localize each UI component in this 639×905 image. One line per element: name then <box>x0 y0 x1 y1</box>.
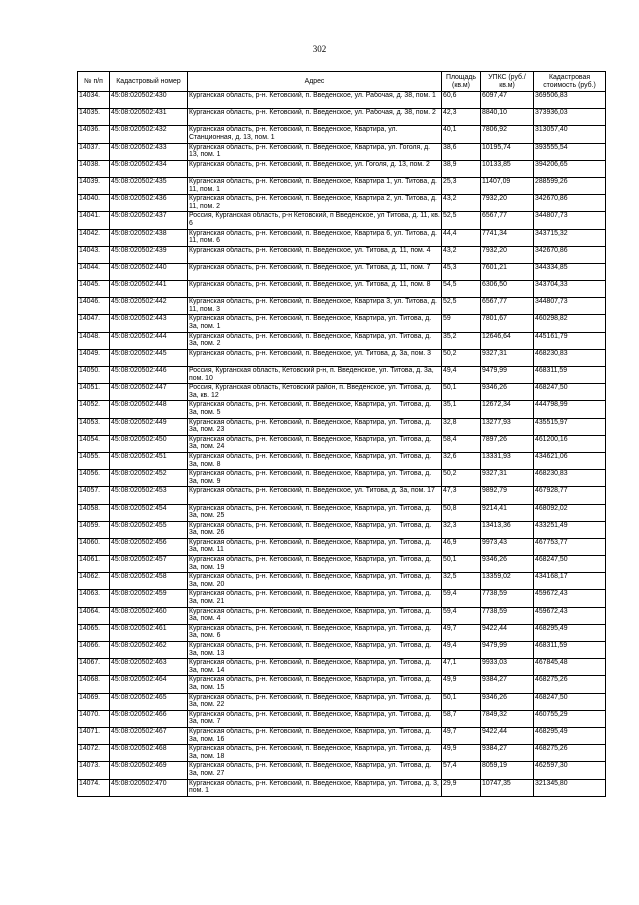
cell-row-number: 14041. <box>78 212 110 229</box>
cell-cadastral-value: 373936,03 <box>534 109 606 126</box>
cell-upks: 8059,19 <box>481 762 534 779</box>
cell-row-number: 14066. <box>78 642 110 659</box>
cell-upks: 7601,21 <box>481 263 534 280</box>
cell-upks: 7897,26 <box>481 435 534 452</box>
cell-row-number: 14043. <box>78 246 110 263</box>
table-row <box>78 298 606 315</box>
cell-address: Курганская область, р-н. Кетовский, п. Введенское, Квартира, ул. Титова, д. 3а, пом. 15 <box>188 676 442 693</box>
cell-row-number: 14036. <box>78 126 110 143</box>
cell-area: 50,2 <box>442 349 481 366</box>
cell-row-number: 14067. <box>78 659 110 676</box>
header-row-number: № п/п <box>78 72 110 92</box>
cell-upks: 9933,03 <box>481 659 534 676</box>
cell-row-number: 14051. <box>78 384 110 401</box>
cell-cadastral-value: 468230,83 <box>534 470 606 487</box>
cell-address: Курганская область, р-н. Кетовский, п. Введенское, ул. Титова, д. 3а, пом. 3 <box>188 349 442 366</box>
cell-address: Курганская область, р-н. Кетовский, п. Введенское, Квартира, ул. Титова, д. 3а, пом. 26 <box>188 521 442 538</box>
cell-cadastral-value: 468275,26 <box>534 676 606 693</box>
cell-area: 60,6 <box>442 92 481 109</box>
cell-area: 38,9 <box>442 160 481 177</box>
cell-cadastral-number: 45:08:020502:451 <box>110 452 188 469</box>
cell-cadastral-number: 45:08:020502:445 <box>110 349 188 366</box>
cell-address: Курганская область, р-н. Кетовский, п. Введенское, Квартира, ул. Титова, д. 3а, пом. 14 <box>188 659 442 676</box>
cell-address: Курганская область, р-н. Кетовский, п. Введенское, ул. Рабочая, д. 38, пом. 2 <box>188 109 442 126</box>
table-row <box>78 332 606 349</box>
cell-cadastral-number: 45:08:020502:453 <box>110 487 188 504</box>
cell-cadastral-number: 45:08:020502:437 <box>110 212 188 229</box>
cell-area: 49,4 <box>442 642 481 659</box>
cell-area: 52,5 <box>442 298 481 315</box>
cell-area: 43,2 <box>442 246 481 263</box>
table-row <box>78 401 606 418</box>
table-row <box>78 109 606 126</box>
cell-upks: 9479,99 <box>481 367 534 384</box>
cell-upks: 10133,85 <box>481 160 534 177</box>
table-row <box>78 418 606 435</box>
cell-area: 35,1 <box>442 401 481 418</box>
cell-cadastral-value: 393555,54 <box>534 143 606 160</box>
cell-upks: 7806,92 <box>481 126 534 143</box>
cell-address: Курганская область, р-н. Кетовский, п. Введенское, Квартира, ул. Титова, д. 3а, пом. 20 <box>188 573 442 590</box>
cell-upks: 13413,36 <box>481 521 534 538</box>
cell-row-number: 14037. <box>78 143 110 160</box>
cell-cadastral-number: 45:08:020502:452 <box>110 470 188 487</box>
cell-cadastral-number: 45:08:020502:469 <box>110 762 188 779</box>
cell-upks: 7741,34 <box>481 229 534 246</box>
cell-cadastral-value: 444798,99 <box>534 401 606 418</box>
cell-cadastral-value: 434621,06 <box>534 452 606 469</box>
cell-row-number: 14040. <box>78 195 110 212</box>
cell-area: 38,6 <box>442 143 481 160</box>
cell-cadastral-value: 467845,48 <box>534 659 606 676</box>
cell-cadastral-number: 45:08:020502:440 <box>110 263 188 280</box>
table-row <box>78 573 606 590</box>
cell-area: 45,3 <box>442 263 481 280</box>
cell-address: Курганская область, р-н. Кетовский, п. Введенское, Квартира 1, ул. Титова, д. 11, пом. 1 <box>188 177 442 194</box>
cell-area: 44,4 <box>442 229 481 246</box>
cell-address: Курганская область, р-н. Кетовский, п. Введенское, Квартира, ул. Гоголя, д. 13, пом. 1 <box>188 143 442 160</box>
cell-upks: 9327,31 <box>481 470 534 487</box>
cell-cadastral-value: 468092,02 <box>534 504 606 521</box>
cell-upks: 9892,79 <box>481 487 534 504</box>
cell-address: Курганская область, р-н. Кетовский, п. Введенское, Квартира, ул. Титова, д. 3а, пом. 11 <box>188 538 442 555</box>
cell-row-number: 14074. <box>78 779 110 796</box>
cell-row-number: 14058. <box>78 504 110 521</box>
table-row <box>78 538 606 555</box>
cell-row-number: 14069. <box>78 693 110 710</box>
cell-cadastral-number: 45:08:020502:460 <box>110 607 188 624</box>
cell-area: 43,2 <box>442 195 481 212</box>
cell-upks: 12672,34 <box>481 401 534 418</box>
cell-cadastral-number: 45:08:020502:448 <box>110 401 188 418</box>
table-row <box>78 556 606 573</box>
table-row <box>78 212 606 229</box>
cell-area: 59,4 <box>442 590 481 607</box>
table-row <box>78 263 606 280</box>
table-row <box>78 470 606 487</box>
header-cadastral-number: Кадастровый номер <box>110 72 188 92</box>
table-row <box>78 607 606 624</box>
cell-row-number: 14071. <box>78 727 110 744</box>
cell-cadastral-number: 45:08:020502:432 <box>110 126 188 143</box>
cell-row-number: 14062. <box>78 573 110 590</box>
cell-upks: 13359,02 <box>481 573 534 590</box>
cell-upks: 9327,31 <box>481 349 534 366</box>
table-row <box>78 624 606 641</box>
cell-area: 49,9 <box>442 676 481 693</box>
cell-address: Курганская область, р-н. Кетовский, п. Введенское, ул. Титова, д. 11, пом. 7 <box>188 263 442 280</box>
cell-cadastral-number: 45:08:020502:430 <box>110 92 188 109</box>
cell-cadastral-number: 45:08:020502:464 <box>110 676 188 693</box>
cell-row-number: 14054. <box>78 435 110 452</box>
cell-row-number: 14073. <box>78 762 110 779</box>
cell-cadastral-number: 45:08:020502:441 <box>110 281 188 298</box>
table-row <box>78 659 606 676</box>
cell-cadastral-value: 433251,49 <box>534 521 606 538</box>
table-body <box>78 92 606 797</box>
cell-area: 50,2 <box>442 470 481 487</box>
cell-area: 50,1 <box>442 384 481 401</box>
table-header-row <box>78 72 606 92</box>
cell-cadastral-value: 288599,26 <box>534 177 606 194</box>
table-row <box>78 745 606 762</box>
cell-address: Россия, Курганская область, р-н Кетовский, п Введенское, ул Титова, д. 11, кв. 6 <box>188 212 442 229</box>
cell-cadastral-number: 45:08:020502:435 <box>110 177 188 194</box>
cell-cadastral-number: 45:08:020502:470 <box>110 779 188 796</box>
cell-cadastral-value: 434168,17 <box>534 573 606 590</box>
cell-cadastral-value: 459672,43 <box>534 607 606 624</box>
cell-row-number: 14046. <box>78 298 110 315</box>
cell-cadastral-value: 460298,82 <box>534 315 606 332</box>
cell-cadastral-value: 342670,86 <box>534 195 606 212</box>
cell-cadastral-value: 468247,50 <box>534 693 606 710</box>
cell-cadastral-number: 45:08:020502:444 <box>110 332 188 349</box>
cell-row-number: 14050. <box>78 367 110 384</box>
cell-cadastral-number: 45:08:020502:456 <box>110 538 188 555</box>
cell-cadastral-number: 45:08:020502:468 <box>110 745 188 762</box>
cell-row-number: 14061. <box>78 556 110 573</box>
table-row <box>78 590 606 607</box>
cell-address: Курганская область, р-н. Кетовский, п. Введенское, ул. Рабочая, д. 38, пом. 1 <box>188 92 442 109</box>
cell-cadastral-number: 45:08:020502:447 <box>110 384 188 401</box>
cell-row-number: 14035. <box>78 109 110 126</box>
cell-row-number: 14065. <box>78 624 110 641</box>
cell-address: Курганская область, р-н. Кетовский, п. Введенское, Квартира, ул. Станционная, д. 13, пом. 1 <box>188 126 442 143</box>
cell-cadastral-number: 45:08:020502:450 <box>110 435 188 452</box>
cell-address: Курганская область, р-н. Кетовский, п. Введенское, Квартира, ул. Титова, д. 3а, пом. 25 <box>188 504 442 521</box>
cell-area: 47,3 <box>442 487 481 504</box>
table-row <box>78 246 606 263</box>
cell-address: Курганская область, р-н. Кетовский, п. Введенское, Квартира, ул. Титова, д. 3а, пом. 18 <box>188 745 442 762</box>
cell-address: Курганская область, р-н. Кетовский, п. Введенское, Квартира, ул. Титова, д. 3а, пом. 19 <box>188 556 442 573</box>
cell-area: 35,2 <box>442 332 481 349</box>
cell-upks: 7801,67 <box>481 315 534 332</box>
cell-address: Курганская область, р-н. Кетовский, п. Введенское, Квартира, ул. Титова, д. 3а, пом. 24 <box>188 435 442 452</box>
cell-row-number: 14070. <box>78 710 110 727</box>
cell-cadastral-value: 468247,50 <box>534 556 606 573</box>
cell-area: 58,7 <box>442 710 481 727</box>
cell-area: 58,4 <box>442 435 481 452</box>
cell-address: Курганская область, р-н. Кетовский, п. Введенское, ул. Гоголя, д. 13, пом. 2 <box>188 160 442 177</box>
cell-address: Курганская область, р-н. Кетовский, п. Введенское, Квартира, ул. Титова, д. 3а, пом. 9 <box>188 470 442 487</box>
cell-area: 49,7 <box>442 727 481 744</box>
cell-address: Курганская область, р-н. Кетовский, п. Введенское, Квартира, ул. Титова, д. 3а, пом. 1 <box>188 315 442 332</box>
cell-upks: 7738,59 <box>481 590 534 607</box>
cell-row-number: 14049. <box>78 349 110 366</box>
cell-row-number: 14042. <box>78 229 110 246</box>
cell-row-number: 14039. <box>78 177 110 194</box>
cell-area: 59 <box>442 315 481 332</box>
cell-row-number: 14052. <box>78 401 110 418</box>
cell-cadastral-value: 344807,73 <box>534 212 606 229</box>
cell-area: 46,9 <box>442 538 481 555</box>
cell-area: 59,4 <box>442 607 481 624</box>
cell-address: Курганская область, р-н. Кетовский, п. Введенское, Квартира, ул. Титова, д. 3а, пом. 22 <box>188 693 442 710</box>
cell-address: Курганская область, р-н. Кетовский, п. Введенское, Квартира, ул. Титова, д. 3а, пом. 8 <box>188 452 442 469</box>
cell-upks: 7932,20 <box>481 195 534 212</box>
page-number: 302 <box>312 44 327 54</box>
table-row <box>78 727 606 744</box>
cell-area: 52,5 <box>442 212 481 229</box>
cell-cadastral-value: 467753,77 <box>534 538 606 555</box>
cell-area: 57,4 <box>442 762 481 779</box>
cell-cadastral-value: 344807,73 <box>534 298 606 315</box>
cell-upks: 9422,44 <box>481 727 534 744</box>
cell-row-number: 14034. <box>78 92 110 109</box>
cell-row-number: 14038. <box>78 160 110 177</box>
cadastral-value-table <box>77 71 606 797</box>
cell-cadastral-number: 45:08:020502:455 <box>110 521 188 538</box>
cell-cadastral-number: 45:08:020502:439 <box>110 246 188 263</box>
cell-area: 49,7 <box>442 624 481 641</box>
cell-cadastral-value: 468311,59 <box>534 642 606 659</box>
cell-row-number: 14045. <box>78 281 110 298</box>
cell-address: Курганская область, р-н. Кетовский, п. Введенское, Квартира, ул. Титова, д. 3а, пом. 13 <box>188 642 442 659</box>
cell-cadastral-value: 445161,79 <box>534 332 606 349</box>
cell-cadastral-value: 435515,97 <box>534 418 606 435</box>
cell-upks: 7932,20 <box>481 246 534 263</box>
cell-cadastral-number: 45:08:020502:436 <box>110 195 188 212</box>
cell-upks: 9346,26 <box>481 384 534 401</box>
table-header <box>78 72 606 92</box>
cell-address: Курганская область, р-н. Кетовский, п. Введенское, Квартира, ул. Титова, д. 3а, пом. 5 <box>188 401 442 418</box>
cell-area: 50,1 <box>442 556 481 573</box>
cell-row-number: 14068. <box>78 676 110 693</box>
cell-row-number: 14060. <box>78 538 110 555</box>
cell-area: 49,4 <box>442 367 481 384</box>
table-row <box>78 177 606 194</box>
cell-upks: 6097,47 <box>481 92 534 109</box>
cell-row-number: 14072. <box>78 745 110 762</box>
cell-area: 25,3 <box>442 177 481 194</box>
cell-row-number: 14064. <box>78 607 110 624</box>
cell-address: Курганская область, р-н. Кетовский, п. Введенское, Квартира, ул. Титова, д. 3, пом. 1 <box>188 779 442 796</box>
table-row <box>78 504 606 521</box>
cell-upks: 6567,77 <box>481 212 534 229</box>
cell-cadastral-value: 468311,59 <box>534 367 606 384</box>
cell-upks: 9384,27 <box>481 745 534 762</box>
cell-upks: 7849,32 <box>481 710 534 727</box>
cell-area: 50,1 <box>442 693 481 710</box>
cell-cadastral-number: 45:08:020502:431 <box>110 109 188 126</box>
cell-upks: 9346,26 <box>481 693 534 710</box>
cell-address: Курганская область, р-н. Кетовский, п. Введенское, ул. Титова, д. 3а, пом. 17 <box>188 487 442 504</box>
cell-area: 32,8 <box>442 418 481 435</box>
cell-row-number: 14063. <box>78 590 110 607</box>
table-row <box>78 367 606 384</box>
cell-address: Курганская область, р-н. Кетовский, п. Введенское, ул. Титова, д. 11, пом. 4 <box>188 246 442 263</box>
cell-cadastral-number: 45:08:020502:458 <box>110 573 188 590</box>
cell-upks: 9346,26 <box>481 556 534 573</box>
cell-address: Россия, Курганская область, Кетовский район, п. Введенское, ул. Титова, д. 3а, кв. 12 <box>188 384 442 401</box>
cell-area: 47,1 <box>442 659 481 676</box>
cell-area: 32,6 <box>442 452 481 469</box>
header-upks: УПКС (руб./кв.м) <box>481 72 534 92</box>
cell-cadastral-value: 313057,40 <box>534 126 606 143</box>
table-row <box>78 229 606 246</box>
cell-address: Курганская область, р-н. Кетовский, п. Введенское, Квартира 2, ул. Титова, д. 11, пом. 2 <box>188 195 442 212</box>
table-row <box>78 435 606 452</box>
table-row <box>78 779 606 796</box>
cell-upks: 12646,64 <box>481 332 534 349</box>
cell-row-number: 14057. <box>78 487 110 504</box>
cell-cadastral-value: 468275,26 <box>534 745 606 762</box>
cell-cadastral-number: 45:08:020502:433 <box>110 143 188 160</box>
cell-upks: 9384,27 <box>481 676 534 693</box>
cell-cadastral-number: 45:08:020502:466 <box>110 710 188 727</box>
cell-cadastral-value: 461200,16 <box>534 435 606 452</box>
cell-upks: 6567,77 <box>481 298 534 315</box>
header-area: Площадь (кв.м) <box>442 72 481 92</box>
cell-cadastral-number: 45:08:020502:463 <box>110 659 188 676</box>
table-row <box>78 710 606 727</box>
cell-cadastral-value: 468295,49 <box>534 624 606 641</box>
cell-cadastral-value: 462597,30 <box>534 762 606 779</box>
table-row <box>78 315 606 332</box>
header-cadastral-value: Кадастровая стоимость (руб.) <box>534 72 606 92</box>
cell-cadastral-number: 45:08:020502:443 <box>110 315 188 332</box>
cell-cadastral-number: 45:08:020502:434 <box>110 160 188 177</box>
table-row <box>78 521 606 538</box>
cell-address: Курганская область, р-н. Кетовский, п. Введенское, Квартира, ул. Титова, д. 3а, пом. 2 <box>188 332 442 349</box>
cell-row-number: 14048. <box>78 332 110 349</box>
cell-cadastral-value: 343715,32 <box>534 229 606 246</box>
cell-upks: 10747,35 <box>481 779 534 796</box>
table-row <box>78 92 606 109</box>
cell-cadastral-number: 45:08:020502:465 <box>110 693 188 710</box>
cell-row-number: 14047. <box>78 315 110 332</box>
cell-cadastral-number: 45:08:020502:459 <box>110 590 188 607</box>
cell-address: Курганская область, р-н. Кетовский, п. Введенское, Квартира, ул. Титова, д. 3а, пом. 6 <box>188 624 442 641</box>
table-row <box>78 160 606 177</box>
cell-cadastral-value: 344334,85 <box>534 263 606 280</box>
cell-cadastral-value: 460755,29 <box>534 710 606 727</box>
table-row <box>78 281 606 298</box>
cell-cadastral-value: 459672,43 <box>534 590 606 607</box>
cell-row-number: 14053. <box>78 418 110 435</box>
cell-row-number: 14044. <box>78 263 110 280</box>
cell-area: 40,1 <box>442 126 481 143</box>
cell-address: Курганская область, р-н. Кетовский, п. Введенское, Квартира 6, ул. Титова, д. 11, пом. 6 <box>188 229 442 246</box>
table-row <box>78 452 606 469</box>
cell-cadastral-number: 45:08:020502:438 <box>110 229 188 246</box>
cell-cadastral-number: 45:08:020502:462 <box>110 642 188 659</box>
cell-area: 29,9 <box>442 779 481 796</box>
cell-upks: 9973,43 <box>481 538 534 555</box>
table-row <box>78 642 606 659</box>
table-row <box>78 762 606 779</box>
cell-address: Курганская область, р-н. Кетовский, п. Введенское, Квартира, ул. Титова, д. 3а, пом. 27 <box>188 762 442 779</box>
cell-address: Россия, Курганская область, Кетовский р-н, п. Введенское, ул. Титова, д. 3а, пом. 10 <box>188 367 442 384</box>
cell-row-number: 14056. <box>78 470 110 487</box>
table-row <box>78 143 606 160</box>
table-row <box>78 349 606 366</box>
cell-cadastral-number: 45:08:020502:461 <box>110 624 188 641</box>
cell-area: 32,5 <box>442 573 481 590</box>
cell-upks: 9422,44 <box>481 624 534 641</box>
table-row <box>78 126 606 143</box>
cell-upks: 13277,93 <box>481 418 534 435</box>
cell-address: Курганская область, р-н. Кетовский, п. Введенское, Квартира, ул. Титова, д. 3а, пом. 16 <box>188 727 442 744</box>
cell-cadastral-value: 467928,77 <box>534 487 606 504</box>
cell-cadastral-number: 45:08:020502:446 <box>110 367 188 384</box>
cell-upks: 9479,99 <box>481 642 534 659</box>
cell-area: 42,3 <box>442 109 481 126</box>
cell-cadastral-number: 45:08:020502:454 <box>110 504 188 521</box>
cell-cadastral-value: 468230,83 <box>534 349 606 366</box>
table-row <box>78 693 606 710</box>
cell-cadastral-number: 45:08:020502:457 <box>110 556 188 573</box>
cell-area: 49,9 <box>442 745 481 762</box>
cell-cadastral-number: 45:08:020502:442 <box>110 298 188 315</box>
cell-cadastral-value: 321345,80 <box>534 779 606 796</box>
cell-address: Курганская область, р-н. Кетовский, п. Введенское, Квартира, ул. Титова, д. 3а, пом. 23 <box>188 418 442 435</box>
cell-row-number: 14055. <box>78 452 110 469</box>
cell-upks: 13331,93 <box>481 452 534 469</box>
cell-upks: 6306,50 <box>481 281 534 298</box>
table-row <box>78 384 606 401</box>
cell-address: Курганская область, р-н. Кетовский, п. Введенское, ул. Титова, д. 11, пом. 8 <box>188 281 442 298</box>
table-row <box>78 487 606 504</box>
cell-row-number: 14059. <box>78 521 110 538</box>
cell-upks: 11407,09 <box>481 177 534 194</box>
table-row <box>78 676 606 693</box>
cell-cadastral-value: 468295,49 <box>534 727 606 744</box>
cell-area: 50,8 <box>442 504 481 521</box>
cell-address: Курганская область, р-н. Кетовский, п. Введенское, Квартира, ул. Титова, д. 3а, пом. 21 <box>188 590 442 607</box>
cell-cadastral-number: 45:08:020502:467 <box>110 727 188 744</box>
cell-address: Курганская область, р-н. Кетовский, п. Введенское, Квартира, ул. Титова, д. 3а, пом. 7 <box>188 710 442 727</box>
cell-upks: 8840,10 <box>481 109 534 126</box>
cell-upks: 9214,41 <box>481 504 534 521</box>
cell-area: 54,5 <box>442 281 481 298</box>
cell-address: Курганская область, р-н. Кетовский, п. Введенское, Квартира, ул. Титова, д. 3а, пом. 4 <box>188 607 442 624</box>
cell-upks: 10195,74 <box>481 143 534 160</box>
cell-cadastral-number: 45:08:020502:449 <box>110 418 188 435</box>
cell-cadastral-value: 342670,86 <box>534 246 606 263</box>
cell-cadastral-value: 394206,65 <box>534 160 606 177</box>
table-row <box>78 195 606 212</box>
cell-upks: 7738,59 <box>481 607 534 624</box>
cell-cadastral-value: 468247,50 <box>534 384 606 401</box>
cell-cadastral-value: 343704,33 <box>534 281 606 298</box>
cell-area: 32,3 <box>442 521 481 538</box>
header-address: Адрес <box>188 72 442 92</box>
cell-cadastral-value: 369506,83 <box>534 92 606 109</box>
cell-address: Курганская область, р-н. Кетовский, п. Введенское, Квартира 3, ул. Титова, д. 11, пом. 3 <box>188 298 442 315</box>
